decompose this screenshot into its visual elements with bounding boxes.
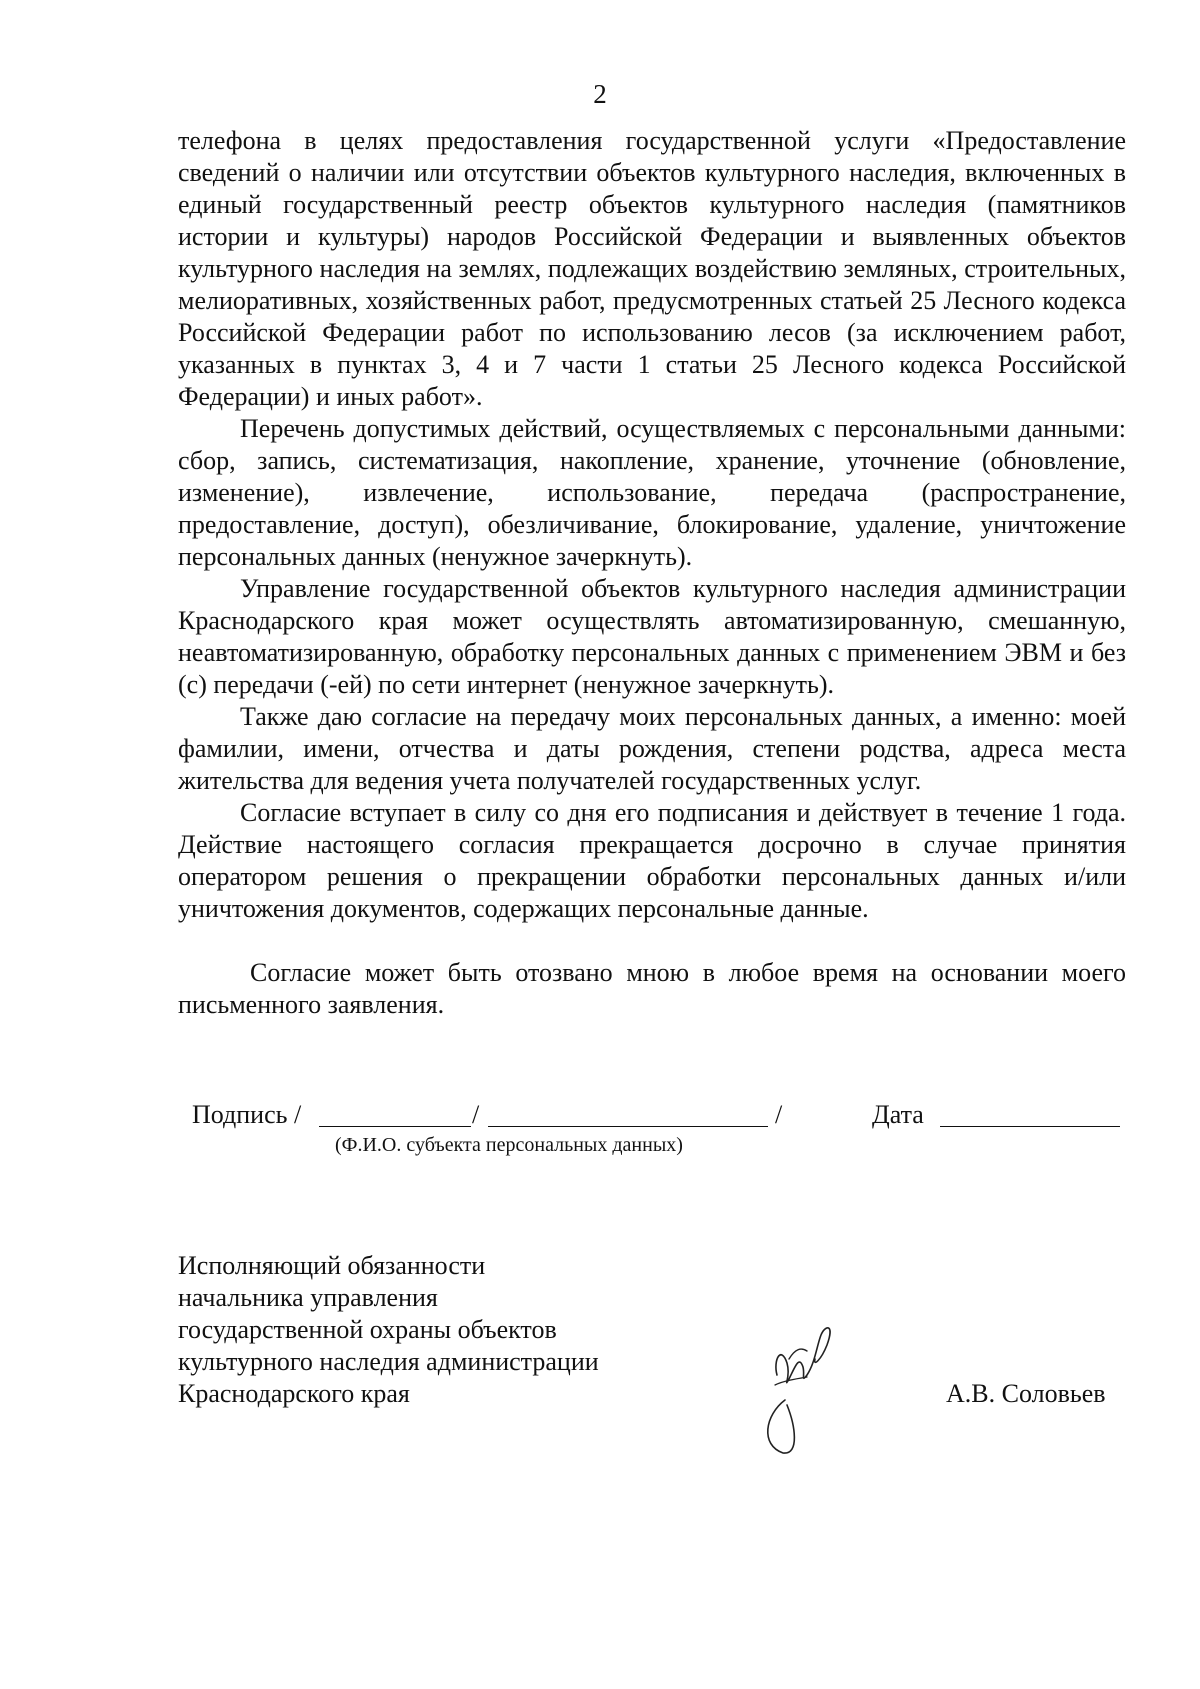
official-name: А.В. Соловьев: [946, 1379, 1106, 1408]
separator-slash: /: [472, 1100, 480, 1129]
paragraph-validity: Согласие вступает в силу со дня его подписания и действует в течение 1 года. Действие настоящего согласия прекращается досрочно в случае принятия оператором решения о прекращении обработки персональных данных и/или уничтожения документов, содержащих персональные данные.: [178, 798, 1126, 923]
position-line: начальника управления: [178, 1283, 438, 1312]
paragraph-allowed-actions: Перечень допустимых действий, осуществляемых с персональными данными: сбор, запись, систематизация, накопление, хранение, уточнение (обновление, изменение), извлечение, использование, передача (распространение, предоставление, доступ), обезличивание, блокирование, удаление, уничтожение персональных данных (ненужное зачеркнуть).: [178, 414, 1126, 571]
paragraph-revocation: Согласие может быть отозвано мною в любое время на основании моего письменного заявления.: [178, 958, 1126, 1019]
signature-label: Подпись /: [192, 1100, 302, 1129]
fio-caption: (Ф.И.О. субъекта персональных данных): [335, 1134, 683, 1156]
paragraph-transfer-consent: Также даю согласие на передачу моих персональных данных, а именно: моей фамилии, имени, отчества и даты рождения, степени родства, адреса места жительства для ведения учета получателей государственных услуг.: [178, 702, 1126, 795]
paragraph-service-purpose: телефона в целях предоставления государственной услуги «Предоставление сведений о наличии или отсутствии объектов культурного наследия, включенных в единый государственный реестр объектов культурного наследия (памятников истории и культуры) народов Российской Федерации и выявленных объектов культурного наследия на землях, подлежащих воздействию земляных, строительных, мелиоративных, хозяйственных работ, предусмотренных статьей 25 Лесного кодекса Российской Федерации работ по использованию лесов (за исключением работ, указанных в пунктах 3, 4 и 7 части 1 статьи 25 Лесного кодекса Российской Федерации) и иных работ».: [178, 126, 1126, 411]
position-line: культурного наследия администрации: [178, 1347, 599, 1376]
consent-body: [178, 125, 1126, 1021]
signature-blank[interactable]: [319, 1126, 471, 1127]
date-blank[interactable]: [940, 1126, 1120, 1127]
position-line: Исполняющий обязанности: [178, 1251, 486, 1280]
position-line: государственной охраны объектов: [178, 1315, 557, 1344]
official-position: [178, 1250, 599, 1410]
full-name-blank[interactable]: [488, 1126, 768, 1127]
position-line: Краснодарского края: [178, 1379, 410, 1408]
date-label: Дата: [872, 1100, 924, 1129]
paragraph-processing-methods: Управление государственной объектов культурного наследия администрации Краснодарского края может осуществлять автоматизированную, смешанную, неавтоматизированную, обработку персональных данных с применением ЭВМ и без (с) передачи (-ей) по сети интернет (ненужное зачеркнуть).: [178, 574, 1126, 699]
separator-slash-end: /: [775, 1100, 783, 1129]
handwritten-signature-icon: [755, 1305, 850, 1455]
page-number: 2: [593, 79, 607, 109]
